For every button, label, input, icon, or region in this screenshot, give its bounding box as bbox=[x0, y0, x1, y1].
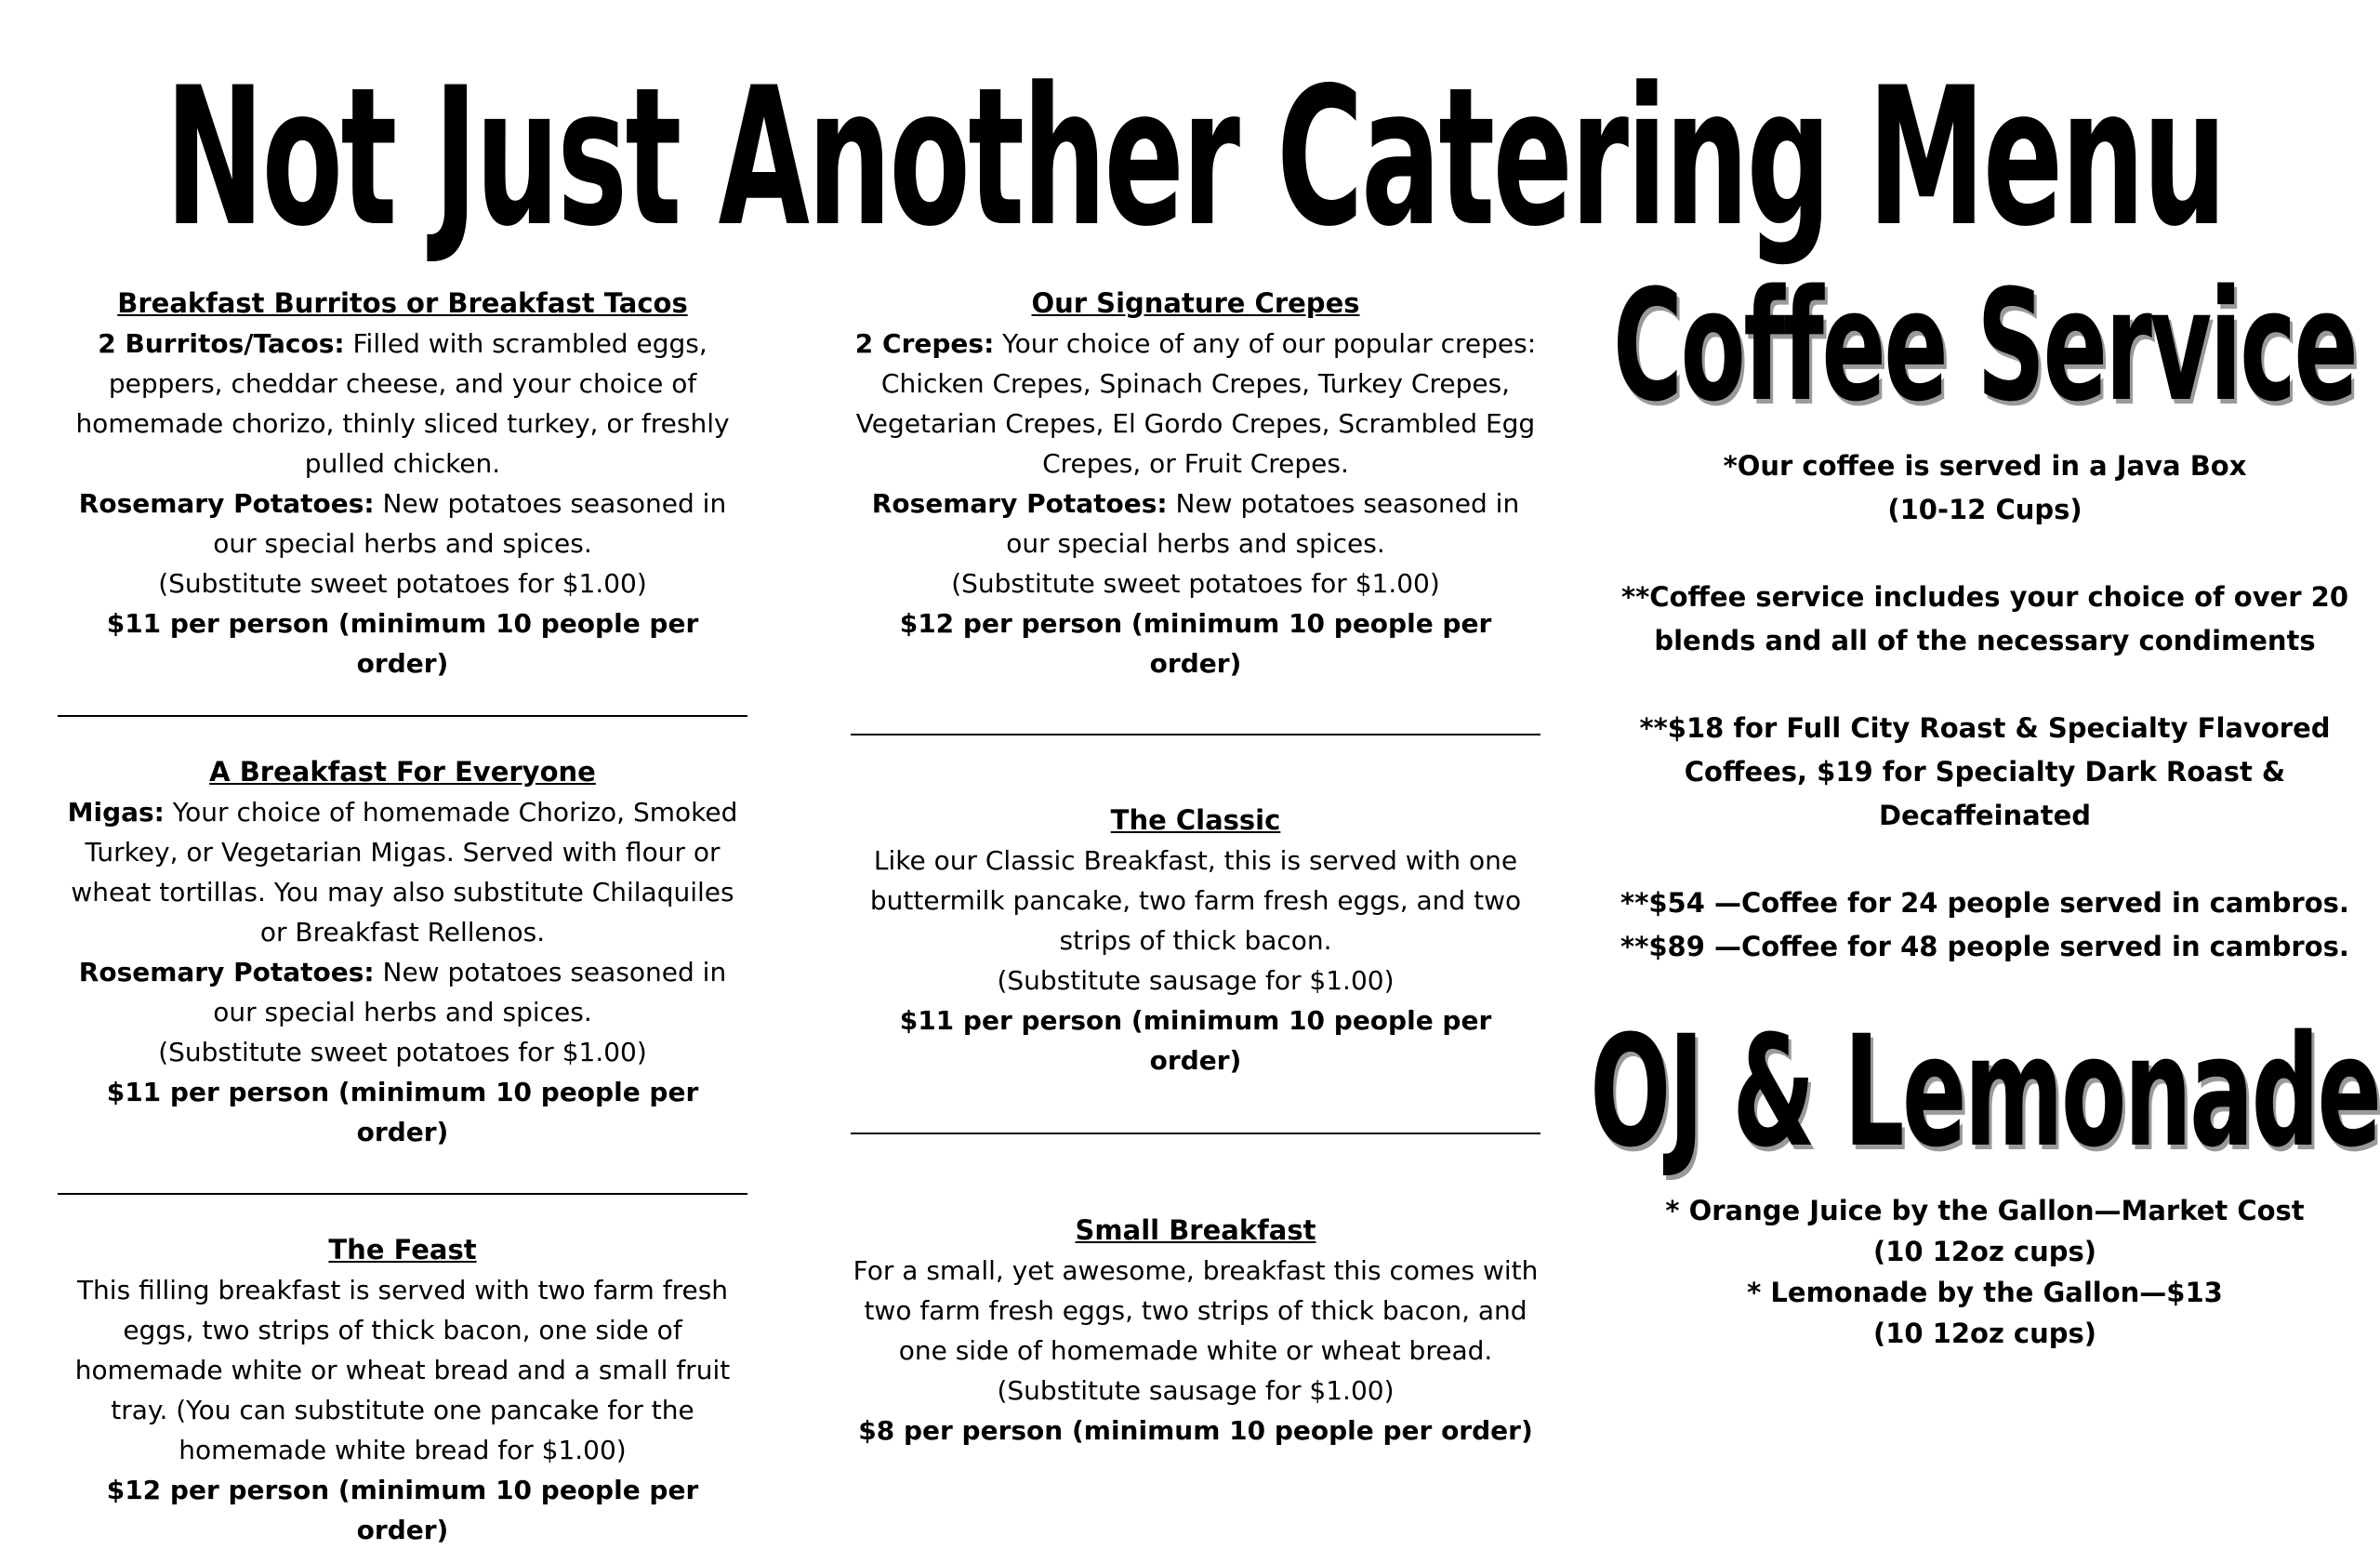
page-title bbox=[56, 46, 2334, 269]
section-price: $11 per person (minimum 10 people per order) bbox=[899, 1005, 1492, 1076]
menu-section-the-classic bbox=[851, 801, 1540, 1080]
section-divider bbox=[851, 734, 1540, 735]
menu-section-small-breakfast bbox=[851, 1211, 1540, 1451]
oj-lemonade-info bbox=[1608, 1190, 2361, 1354]
menu-column-3 bbox=[1590, 257, 2380, 1354]
section-description: Like our Classic Breakfast, this is served with one buttermilk pancake, two farm fresh eggs, and two strips of thick bacon. bbox=[869, 845, 1522, 956]
section-heading: Our Signature Crepes bbox=[1031, 287, 1360, 319]
menu-column-2 bbox=[851, 284, 1540, 1451]
section-line bbox=[58, 792, 747, 952]
coffee-service-heading bbox=[1608, 257, 2361, 435]
cambro-24-line: **$54 —Coffee for 24 people served in cambros. bbox=[1620, 887, 2349, 919]
line-label: Rosemary Potatoes: bbox=[78, 488, 375, 519]
section-line bbox=[58, 484, 747, 563]
oj-lemonade-heading-text: OJ & Lemonade bbox=[1590, 1002, 2380, 1181]
section-line bbox=[851, 324, 1540, 484]
line-label: 2 Crepes: bbox=[854, 328, 995, 359]
substitution-note: (Substitute sweet potatoes for $1.00) bbox=[158, 568, 647, 599]
coffee-service-info bbox=[1608, 444, 2361, 969]
section-price: $11 per person (minimum 10 people per order) bbox=[106, 608, 699, 679]
section-price: $12 per person (minimum 10 people per order) bbox=[106, 1475, 699, 1545]
menu-section-the-feast bbox=[58, 1230, 747, 1550]
java-cups-line: (10-12 Cups) bbox=[1887, 494, 2082, 525]
line-text: Filled with scrambled eggs, peppers, cheddar cheese, and your choice of homemade chorizo, thinly sliced turkey, or freshly pulled chicken. bbox=[75, 328, 730, 479]
line-label: Rosemary Potatoes: bbox=[78, 957, 375, 987]
section-heading: The Classic bbox=[1110, 804, 1281, 836]
line-text: Your choice of homemade Chorizo, Smoked Turkey, or Vegetarian Migas. Served with flour or wheat tortillas. You may also substitute Chilaquiles or Breakfast Rellenos. bbox=[71, 797, 738, 947]
section-line bbox=[58, 324, 747, 484]
roast-pricing-line: **$18 for Full City Roast & Specialty Flavored Coffees, $19 for Specialty Dark Roast & Decaffeinated bbox=[1639, 712, 2331, 831]
orange-juice-line: * Orange Juice by the Gallon—Market Cost bbox=[1665, 1195, 2305, 1226]
line-text: Your choice of any of our popular crepes: Chicken Crepes, Spinach Crepes, Turkey Crepes, Vegetarian Crepes, El Gordo Crepes, Scrambled Egg Crepes, or Fruit Crepes. bbox=[855, 328, 1537, 479]
cambro-48-line: **$89 —Coffee for 48 people served in cambros. bbox=[1620, 931, 2349, 962]
section-divider bbox=[851, 1133, 1540, 1134]
orange-juice-cups-line: (10 12oz cups) bbox=[1872, 1236, 2097, 1267]
coffee-service-heading-text: Coffee Service bbox=[1613, 257, 2357, 435]
section-line bbox=[851, 484, 1540, 563]
lemonade-line: * Lemonade by the Gallon—$13 bbox=[1747, 1277, 2223, 1308]
section-heading: The Feast bbox=[328, 1234, 477, 1265]
section-price: $8 per person (minimum 10 people per order) bbox=[858, 1415, 1533, 1446]
menu-section-breakfast-burritos bbox=[58, 284, 747, 683]
substitution-note: (Substitute sweet potatoes for $1.00) bbox=[951, 568, 1440, 599]
section-heading: Small Breakfast bbox=[1075, 1214, 1316, 1246]
line-text: New potatoes seasoned in our special herbs and spices. bbox=[213, 957, 727, 1027]
menu-column-1 bbox=[58, 284, 747, 1550]
section-description: This filling breakfast is served with two farm fresh eggs, two strips of thick bacon, one side of homemade white or wheat bread and a small fruit tray. (You can substitute one pancake for the homemade white bread for $1.00) bbox=[74, 1275, 731, 1465]
line-text: New potatoes seasoned in our special herbs and spices. bbox=[213, 488, 727, 559]
section-heading: Breakfast Burritos or Breakfast Tacos bbox=[117, 287, 688, 319]
java-box-line: *Our coffee is served in a Java Box bbox=[1723, 450, 2247, 482]
section-heading: A Breakfast For Everyone bbox=[209, 756, 596, 788]
line-label: Rosemary Potatoes: bbox=[871, 488, 1168, 519]
section-price: $12 per person (minimum 10 people per order) bbox=[899, 608, 1492, 679]
section-description: For a small, yet awesome, breakfast this comes with two farm fresh eggs, two strips of thick bacon, and one side of homemade white or wheat bread. bbox=[853, 1255, 1539, 1366]
menu-section-signature-crepes bbox=[851, 284, 1540, 683]
substitution-note: (Substitute sausage for $1.00) bbox=[997, 1375, 1395, 1406]
line-label: Migas: bbox=[67, 797, 165, 828]
line-label: 2 Burritos/Tacos: bbox=[98, 328, 345, 359]
substitution-note: (Substitute sweet potatoes for $1.00) bbox=[158, 1037, 647, 1067]
blends-line: **Coffee service includes your choice of over 20 blends and all of the necessary condiments bbox=[1620, 581, 2349, 656]
section-line bbox=[58, 952, 747, 1032]
oj-lemonade-heading bbox=[1590, 1002, 2380, 1181]
line-text: New potatoes seasoned in our special herbs and spices. bbox=[1006, 488, 1520, 559]
substitution-note: (Substitute sausage for $1.00) bbox=[997, 965, 1395, 996]
menu-section-breakfast-for-everyone bbox=[58, 752, 747, 1152]
page-title-text: Not Just Another Catering Menu bbox=[165, 46, 2225, 269]
section-divider bbox=[58, 1193, 747, 1195]
lemonade-cups-line: (10 12oz cups) bbox=[1872, 1318, 2097, 1349]
section-divider bbox=[58, 715, 747, 717]
section-price: $11 per person (minimum 10 people per order) bbox=[106, 1077, 699, 1147]
